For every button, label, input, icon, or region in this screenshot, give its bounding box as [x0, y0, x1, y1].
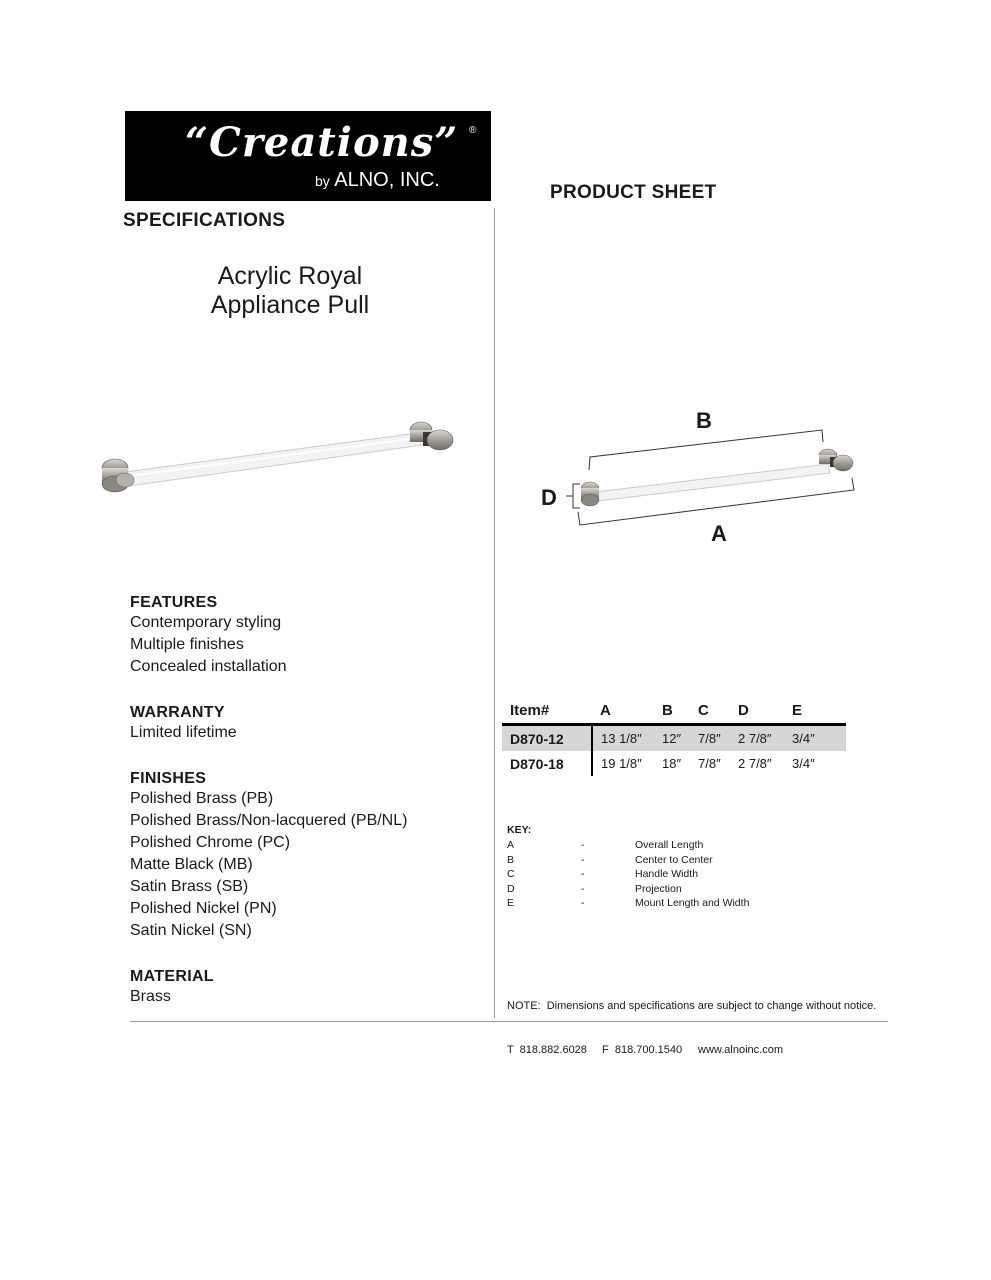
finish-item: Polished Brass (PB) — [130, 790, 274, 807]
key-list — [507, 838, 807, 911]
key-row — [507, 896, 807, 911]
footer-divider — [130, 1021, 888, 1022]
finish-item: Satin Brass (SB) — [130, 878, 249, 895]
left-post — [102, 459, 134, 492]
warranty-item: Limited lifetime — [130, 724, 237, 741]
key-row — [507, 838, 807, 853]
cell-a: 13 1/8″ — [592, 725, 662, 752]
contact-phone: T 818.882.6028 — [507, 1044, 587, 1056]
dimension-d-line — [573, 484, 580, 508]
key-dash: - — [581, 882, 585, 895]
spec-table — [502, 699, 846, 776]
col-b: B — [662, 701, 673, 719]
table-row — [502, 751, 846, 776]
key-dash: - — [581, 839, 585, 851]
product-sheet-heading: PRODUCT SHEET — [550, 182, 717, 203]
material-heading: MATERIAL — [130, 968, 214, 985]
finish-item: Polished Chrome (PC) — [130, 834, 291, 851]
product-title — [110, 262, 470, 320]
key-meaning: Overall Length — [635, 839, 704, 851]
dimension-b-label: B — [696, 408, 712, 433]
table-row — [502, 725, 846, 752]
cell-d: 2 7/8″ — [738, 756, 772, 771]
disclaimer-note: NOTE: Dimensions and specifications are subject to change without notice. — [507, 1000, 877, 1012]
brand-logo — [125, 111, 491, 201]
logo-subtitle — [315, 169, 440, 192]
finish-item: Polished Brass/Non-lacquered (PB/NL) — [130, 812, 408, 829]
key-letter: E — [507, 897, 515, 910]
acrylic-bar — [125, 432, 429, 486]
key-heading: KEY: — [507, 824, 532, 836]
finish-item: Satin Nickel (SN) — [130, 922, 252, 939]
product-title-line1: Acrylic Royal — [217, 262, 363, 290]
key-letter: D — [507, 882, 515, 895]
cell-c: 7/8″ — [698, 725, 738, 752]
key-meaning: Handle Width — [635, 868, 699, 881]
cell-c: 7/8″ — [698, 756, 721, 771]
cell-b: 12″ — [662, 725, 698, 752]
diagram-left-post — [581, 482, 599, 506]
features-item: Multiple finishes — [130, 636, 244, 653]
finishes-heading: FINISHES — [130, 770, 207, 787]
material-section — [130, 968, 214, 1008]
dimension-a-label: A — [711, 521, 727, 546]
product-title-line2: Appliance Pull — [210, 291, 370, 319]
cell-a: 19 1/8″ — [601, 756, 642, 771]
key-meaning: Center to Center — [635, 853, 713, 866]
key-row — [507, 853, 807, 868]
key-letter: A — [507, 839, 515, 851]
finish-item: Polished Nickel (PN) — [130, 900, 277, 917]
registered-mark: ® — [469, 125, 477, 136]
website-link[interactable]: www.alnoinc.com — [698, 1044, 783, 1056]
features-item: Contemporary styling — [130, 614, 282, 631]
logo-company: ALNO, INC. — [334, 169, 440, 191]
cell-e: 3/4″ — [792, 756, 815, 771]
key-row — [507, 867, 807, 882]
contact-fax: F 818.700.1540 — [602, 1044, 683, 1056]
key-letter: B — [507, 853, 515, 866]
col-d: D — [738, 701, 749, 719]
material-item: Brass — [130, 988, 171, 1005]
cell-item: D870-12 — [502, 725, 592, 752]
cell-b: 18″ — [662, 756, 682, 771]
specifications-heading: SPECIFICATIONS — [123, 210, 286, 231]
col-item: Item# — [510, 701, 550, 719]
features-section — [130, 594, 287, 678]
key-row — [507, 882, 807, 897]
key-letter: C — [507, 868, 515, 881]
key-dash: - — [581, 868, 585, 881]
diagram-bar — [596, 464, 830, 501]
warranty-section — [130, 704, 237, 744]
acrylic-bar-highlight — [129, 437, 425, 476]
cell-d: 2 7/8″ — [738, 725, 792, 752]
logo-wordmark: “Creations” — [185, 119, 459, 166]
column-divider — [494, 208, 495, 1018]
col-e: E — [792, 701, 803, 719]
warranty-heading: WARRANTY — [130, 704, 225, 721]
dimension-b-line — [589, 430, 823, 470]
finishes-section — [130, 770, 407, 942]
logo-by: by — [315, 173, 330, 189]
spec-table-header — [502, 699, 846, 725]
product-image — [95, 410, 465, 510]
key-meaning: Projection — [635, 882, 682, 895]
key-dash: - — [581, 853, 585, 866]
dimension-d-label: D — [541, 485, 557, 510]
cell-e: 3/4″ — [792, 725, 846, 752]
key-dash: - — [581, 897, 585, 910]
finish-item: Matte Black (MB) — [130, 856, 253, 873]
col-a: A — [600, 701, 611, 719]
key-meaning: Mount Length and Width — [635, 897, 750, 910]
features-item: Concealed installation — [130, 658, 287, 675]
features-heading: FEATURES — [130, 594, 218, 611]
col-c: C — [698, 701, 709, 719]
cell-item: D870-18 — [502, 751, 592, 776]
